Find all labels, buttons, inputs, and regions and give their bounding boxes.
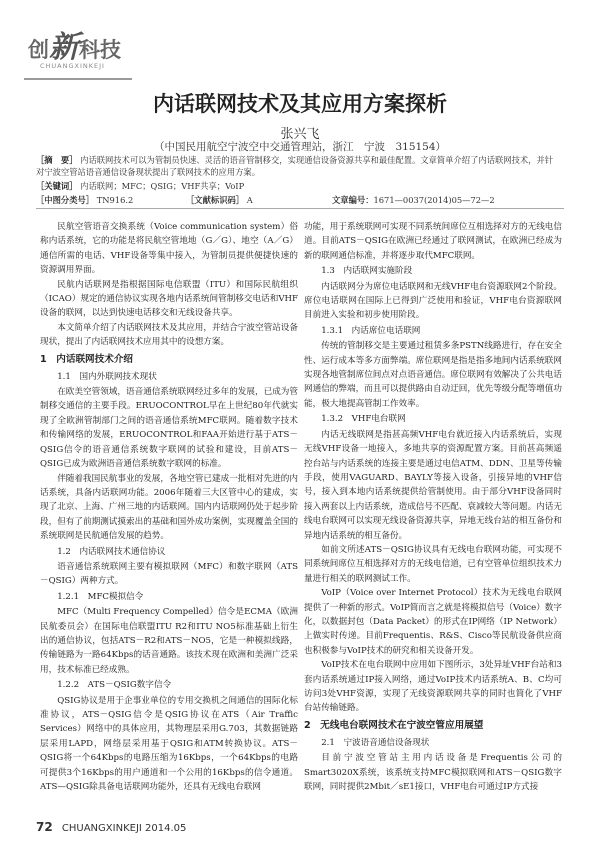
abstract-label: ［摘 要］ xyxy=(36,155,78,165)
logo-char-2: 新 xyxy=(49,30,79,65)
body-column-right xyxy=(304,220,562,794)
paragraph: 民航空管语音交换系统（Voice communication system）俗称内话系统，它的功能是将民航空管地地（G／G）、地空（A／G）通信所需的电话、VHF设备等集中接入，为管制员提供便捷快速的资源调用界面。 xyxy=(40,222,298,276)
keywords-text: 内话联网；MFC；QSIG；VHF共享；VoIP xyxy=(80,181,245,191)
subsection-heading: 1.1 国内外联网技术现状 xyxy=(57,371,157,382)
subsubsection-heading: 1.2.1 MFC模拟信令 xyxy=(57,591,144,602)
doc-code-value: A xyxy=(246,195,253,205)
clc-label: ［中图分类号］ xyxy=(36,195,95,205)
keywords xyxy=(36,180,556,192)
doc-code-label: ［文献标识码］ xyxy=(186,195,245,205)
paragraph: 如前文所述ATS－QSIG协议具有无线电台联网功能，可实现不同系统间席位互相选择对方的无线电信道，已有空管单位组织技术力量进行相关的联网测试工作。 xyxy=(304,544,562,584)
subsection-heading: 2.1 宁波语音通信设备现状 xyxy=(321,737,430,748)
paragraph: 内话无线联网是指甚高频VHF电台就近接入内话系统后，实现无线VHF设备一地接入，多地共享的资源配置方案。目前甚高频遥控台站与内话系统的连接主要是通过电信ATM、DDN、卫星等传输手段，使用VAGUARD、BAYLY等接入设备，引接异地的VHF信号，接入到本地内话系统提供给管制使用。由于部分VHF设备同时接入两套以上内话系统，造成信号不匹配、衰减较大等问题。内话无线电台联网可以实现无线设备资源共享，异地无线台站的相互备份和异地内话系统的相互备份。 xyxy=(304,429,562,541)
section-heading: 1 内话联网技术介绍 xyxy=(40,353,134,365)
logo-char-rest: 科技 xyxy=(79,38,121,62)
paragraph: 功能，用于系统联网可实现不同系统间席位互相选择对方的无线电信道。目前ATS－QSIG在欧洲已经通过了联网测试，在欧洲已经成为新的联网通信标准，并将逐步取代MFC联网。 xyxy=(304,222,562,261)
paragraph: 传统的管制移交是主要通过租赁多条PSTN线路进行，存在安全性、运行成本等多方面弊端。席位联网是指是指多地间内话系统联网实现各地管制席位间点对点语音通信。席位联网有效解决了公共电话网通信的弊端，而且可以提供路由自动迂回，优先等级分配等增值功能，极大地提高管制工作效率。 xyxy=(304,341,562,409)
paragraph: 民航内话联网是指根据国际电信联盟（ITU）和国际民航组织（ICAO）规定的通信协议实现各地内话系统间管制移交电话和VHF设备的联网，以达到快速电话移交和无线设备共享。 xyxy=(40,279,298,319)
logo-text xyxy=(28,22,121,66)
journal-issue: CHUANGXINKEJI 2014.05 xyxy=(61,823,187,834)
article-title: 内话联网技术及其应用方案探析 xyxy=(153,92,447,116)
subsubsection-heading: 1.2.2 ATS－QSIG数字信令 xyxy=(57,680,172,691)
subsubsection-heading: 1.3.1 内话席位电话联网 xyxy=(321,325,421,336)
clc-value: TN916.2 xyxy=(96,195,134,205)
article-author: 张兴飞 xyxy=(280,127,320,142)
paragraph: 本文简单介绍了内话联网技术及其应用，并结合宁波空管站设备现状，提出了内话联网技术应用其中的设想方案。 xyxy=(40,322,298,348)
subsection-heading: 1.2 内话联网技术通信协议 xyxy=(57,546,166,557)
paragraph: MFC（Multi Frequency Compelled）信令是ECMA（欧洲民航委员会）在国际电信联盟ITU R2和ITU NO5标准基础上衍生出的通信协议，包括ATS－R2和ATS－NO5，它是一种模拟线路，传输链路为一路64Kbps的话音通路。该技术现在欧洲和美洲广泛采用，技术标准已经成熟。 xyxy=(40,607,298,675)
subsubsection-heading: 1.3.2 VHF电台联网 xyxy=(321,414,406,425)
logo-subtitle: CHUANGXINKEJI xyxy=(40,62,105,70)
page-number: 72 xyxy=(36,820,53,834)
paragraph: QSIG协议是用于企事业单位的专用交换机之间通信的国际化标准协议，ATS－QSIG信令是QSIG协议在ATS（Air Traffic Services）网络中的具体应用，其物理层采用G.703，其数据链路层采用LAPD，网络层采用基于QSIG和ATM转换协议。ATS－QSIG将一个64Kbps的电路压缩为16Kbps，一个64Kbps的电路可提供3个16Kbps的用户通道和一个公用的16Kbps的信令通道。ATS—QSIG除具备电话联网功能外，还具有无线电台联网 xyxy=(40,695,298,793)
author-affiliation: （中国民用航空宁波空中交通管理站，浙江 宁波 315154） xyxy=(153,141,447,153)
article-no-value: 1671—0037(2014)05—72—2 xyxy=(373,195,495,205)
body-column-left xyxy=(40,220,298,794)
paragraph: VoIP（Voice over Internet Protocol）技术为无线电台联网提供了一种新的形式。VoIP简而言之就是将模拟信号（Voice）数字化，以数据封包（Data Packet）的形式在IP网络（IP Network）上做实时传递。目前Frequentis、R&S、Cisco等民航设备供应商也积极参与VoIP技术的研究和相关设备开发。 xyxy=(304,588,562,656)
paragraph: 语音通信系统联网主要有模拟联网（MFC）和数字联网（ATS－QSIG）两种方式。 xyxy=(40,561,298,587)
paragraph: 在欧美空管领域，语音通信系统联网经过多年的发展，已成为管制移交通信的主要手段。ERUOCONTROL早在上世纪80年代就实现了全欧洲管制部门之间的语音通信系统MFC联网。随着数字技术和传输网络的发展，ERUOCONTROL和FAA开始进行基于ATS－QSIG信令的语音通信系统数字联网的试验和建设，目前ATS－QSIG已成为欧洲语音通信系统数字联网的标准。 xyxy=(40,387,298,470)
paragraph: 伴随着我国民航事业的发展，各地空管已建成一批相对先进的内话系统，具备内话联网功能。2006年随着三大区管中心的建成，实现了北京、上海、广州三地的内话联网。国内内话联网仍处于起步阶段，但有了前期测试摸索出的基础和国外成功案例，实现覆盖全国的系统联网是民航通信发展的趋势。 xyxy=(40,473,298,542)
journal-logo xyxy=(24,22,144,84)
header-divider xyxy=(36,208,564,209)
paragraph: 目前宁波空管站主用内话设备是Frequentis公司的Smart3020X系统，该系统支持MFC模拟联网和ATS－QSIG数字联网，同时提供2Mbit／sE1接口，VHF电台可通过IP方式接 xyxy=(304,753,562,793)
subsection-heading: 1.3 内话联网实施阶段 xyxy=(321,266,413,277)
section-heading: 2 无线电台联网技术在宁波空管应用展望 xyxy=(304,719,484,731)
page-footer xyxy=(36,820,186,834)
abstract xyxy=(36,154,556,178)
keywords-label: ［关键词］ xyxy=(36,181,78,191)
logo-underline xyxy=(24,78,132,80)
paragraph: 内话联网分为席位电话联网和无线VHF电台资源联网2个阶段。席位电话联网在国际上已得到广泛使用和验证，VHF电台资源联网目前进入实验和初步使用阶段。 xyxy=(304,281,562,321)
article-no-label: 文章编号： xyxy=(332,195,374,205)
paragraph: VoIP技术在电台联网中应用如下图所示，3处异址VHF台站和3套内话系统通过IP接入网络，通过VoIP技术内话系统A、B、C均可访问3处VHF资源，实现了无线资源联网共享的同时也简化了VHF台站传输链路。 xyxy=(304,660,562,714)
abstract-text: 内话联网技术可以为管制员快速、灵活的语音管制移交，实现通信设备资源共享和最佳配置。文章简单介绍了内话联网技术，并针对宁波空管站语音通信设备现状提出了联网技术的应用方案。 xyxy=(36,155,554,177)
logo-char-1: 创 xyxy=(28,38,49,62)
